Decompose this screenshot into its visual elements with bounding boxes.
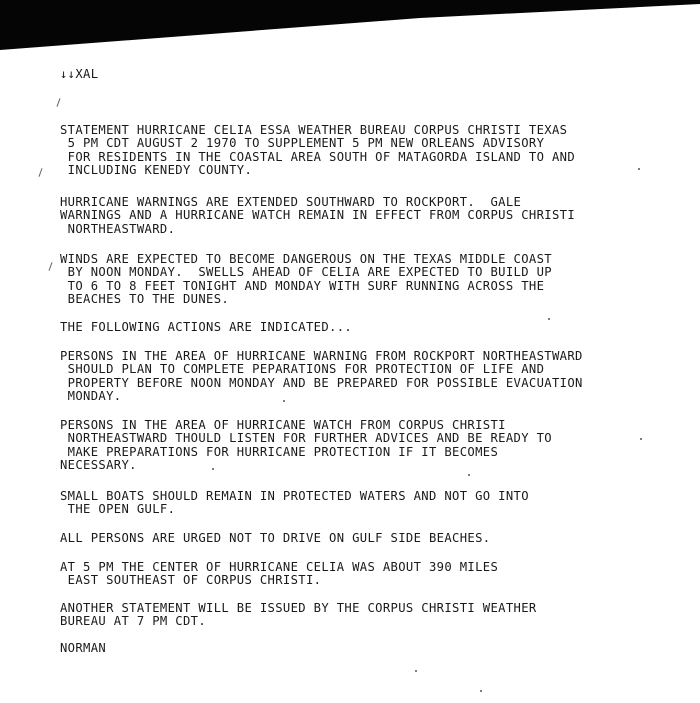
- watch-area-paragraph: PERSONS IN THE AREA OF HURRICANE WATCH FROM CORPUS CHRISTI NORTHEASTWARD THOULD LISTEN FOR FURTHER ADVICES AND BE READY TO MAKE PREPARATIONS FOR HURRICANE PROTECTION IF IT BECOMES NECESSARY.: [60, 418, 552, 473]
- scan-mark: [38, 168, 42, 177]
- routing-code: ↓↓XAL: [60, 67, 99, 81]
- actions-heading: THE FOLLOWING ACTIONS ARE INDICATED...: [60, 320, 353, 334]
- scan-dark-band: [0, 0, 700, 50]
- signature-name: NORMAN: [60, 641, 107, 655]
- scan-speck: [283, 400, 285, 402]
- scan-speck: [640, 438, 642, 440]
- scan-mark: [48, 262, 52, 271]
- center-position-paragraph: AT 5 PM THE CENTER OF HURRICANE CELIA WAS ABOUT 390 MILES EAST SOUTHEAST OF CORPUS CHRISTI.: [60, 560, 499, 588]
- statement-paragraph: STATEMENT HURRICANE CELIA ESSA WEATHER BUREAU CORPUS CHRISTI TEXAS 5 PM CDT AUGUST 2 1970 TO SUPPLEMENT 5 PM NEW ORLEANS ADVISORY FOR RESIDENTS IN THE COASTAL AREA SOUTH OF MATAGORDA ISLAND TO AND INCLUDING KENEDY COUNTY.: [60, 123, 576, 178]
- scan-mark: [56, 98, 60, 107]
- beaches-paragraph: ALL PERSONS ARE URGED NOT TO DRIVE ON GULF SIDE BEACHES.: [60, 531, 491, 545]
- warnings-paragraph: HURRICANE WARNINGS ARE EXTENDED SOUTHWARD TO ROCKPORT. GALE WARNINGS AND A HURRICANE WATCH REMAIN IN EFFECT FROM CORPUS CHRISTI NORTHEASTWARD.: [60, 195, 576, 236]
- scan-speck: [468, 474, 470, 476]
- next-statement-paragraph: ANOTHER STATEMENT WILL BE ISSUED BY THE CORPUS CHRISTI WEATHER BUREAU AT 7 PM CDT.: [60, 601, 537, 629]
- winds-paragraph: WINDS ARE EXPECTED TO BECOME DANGEROUS ON THE TEXAS MIDDLE COAST BY NOON MONDAY. SWELLS AHEAD OF CELIA ARE EXPECTED TO BUILD UP TO 6 TO 8 FEET TONIGHT AND MONDAY WITH SURF RUNNING ACROSS THE BEACHES TO THE DUNES.: [60, 252, 552, 307]
- scan-speck: [212, 468, 214, 470]
- scan-speck: [548, 318, 550, 320]
- warning-area-paragraph: PERSONS IN THE AREA OF HURRICANE WARNING FROM ROCKPORT NORTHEASTWARD SHOULD PLAN TO COMPLETE PEPARATIONS FOR PROTECTION OF LIFE AND PROPERTY BEFORE NOON MONDAY AND BE PREPARED FOR POSSIBLE EVACUATION MONDAY.: [60, 349, 583, 404]
- scan-speck: [415, 670, 417, 672]
- scan-speck: [480, 690, 482, 692]
- small-boats-paragraph: SMALL BOATS SHOULD REMAIN IN PROTECTED WATERS AND NOT GO INTO THE OPEN GULF.: [60, 489, 529, 517]
- scan-speck: [638, 168, 640, 170]
